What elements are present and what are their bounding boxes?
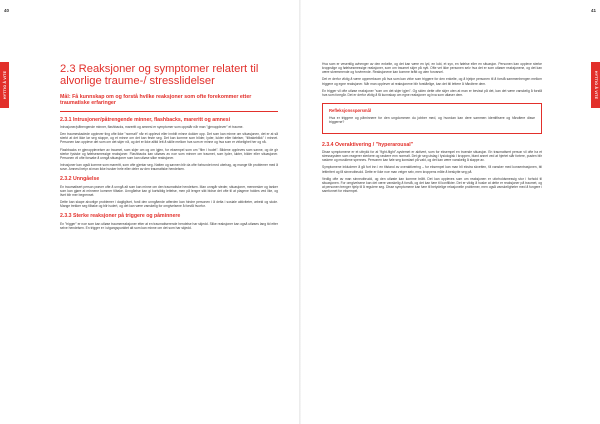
goal-statement: Mål: Få kunnskap om og forstå hvilke reaksjoner som ofte forekommer etter traumatiske erfaringer [60,93,252,107]
paragraph: En "trigger" er noe som kan utløse traumereaksjoner etter at en traumatiserende hendelse har skjedd. Slike reaksjoner kan også utløses lang tid etter selve hendelsen. En trigger er i utgangspunktet alt som kan minne om det som har skjedd. [60,221,278,230]
paragraph: Disse symptomene er et uttrykk for at "fight-flight"-systemet er aktivert, som for eksempel en truende situasjon. En traumatisert person vil ofte ha et stresssystem som reagerer sterkere og raskere enn normalt. Det gir seg utslag i fysiologisk i kroppen, blant annet ved at hjertet slår fortere, pusten blir raskere og musklene spennes. Personen kan føle seg konstant på vakt, og det kan være vanskelig å slappe av. [322,149,542,163]
paragraph: Intrusjoner/påtrengende minner, flashbacks, mareritt og amnesi er symptomer som oppstår når man "gjenopplever" et traume. [60,124,244,129]
paragraph: Vedlig ofte av man sinneutbrudd, og den utløste kan komme brått. Det kan oppleves som om reaksjonen er uforholdsmessig stor i forhold til situasjonen. For omgivelsene kan det være vanskelig å forstå, og det kan føre til konflikter. Det er viktig å huske at dette er reaksjoner på traumet, og at personen trenger hjelp til å regulere seg. Disse symptomene kan føre til betydelige relasjonelle problemer, men også vanskeligheter med å fungere i samfunnet for eksempel. [322,176,542,194]
chapter-title: 2.3 Reaksjoner og symptomer relatert til alvorlige traume-/ stresslidelser [60,64,259,87]
right-page-column [322,62,542,416]
paragraph: Det er derfor viktig å være oppmerksom på hva som kan virke som triggere for den enkelte, og å hjelpe personen til å forstå sammenhengen mellom triggere og egne reaksjoner. Når man opplever at reaksjonene blir forståelige, kan det bli lettere å håndtere dem. [322,77,542,86]
side-tab-right-label: HYTTIG Å VITE [593,70,598,100]
page-number-left: 40 [4,8,10,13]
paragraph: Hva som er vesentlig avhenger av den enkelte, og det kan være en lyd, en lukt, et syn, en følelse eller en situasjon. Personen kan oppleve sterke kroppslige og følelsesmessige reaksjoner, som om traumet skjer på nytt. Ofte vet ikke personen selv hva det er som utløser reaksjonene, og det kan være skremmende og forvirrende. Reaksjonene kan komme brått og uten forvarsel. [322,62,542,75]
paragraph: Dette kan skape alvorlige problemer i dagliglivet, fordi den unngående atferden kan hindre personen i å delta i sosiale aktiviteter, arbeid og skole. Mange trekker seg tilbake og blir isolert, og det kan være vanskelig for omgivelsene å forstå hvorfor. [60,200,278,209]
left-page-column [60,64,278,416]
goal-divider [60,111,278,112]
page-fold [299,0,301,424]
side-tab-right [591,62,600,108]
section-heading: 2.3.1 Intrusjoner/påtrengende minner, flashbacks, mareritt og amnesi [60,116,231,123]
side-tab-left-label: HYTTIG Å VITE [2,70,7,100]
section-heading: 2.3.2 Unngåelse [60,176,100,183]
section-heading: 2.3.4 Overaktivering / "hyperarousal" [322,141,414,148]
paragraph: Den traumeskadede opplever ting ofte ikke "normalt" når et opplevd eller innbilt minne dukker opp. Det som kan minne om situasjonen, det er at så sterkt at det ikke lar seg stoppe, og et minne om det kan feste seg. Det kan komme som bilder, lyder, lukter eller følelser, "tilbakeblikk" i minnet. Personen kan oppleve det som om det skjer nå, og det er ikke alltid lett å skille mellom hva som er minne og hva som er virkelighet her og nå. [60,132,278,145]
paragraph: En traumatisert person prøver ofte å unngå alt som kan minne om den traumatiske hendelsen. Man unngår steder, situasjoner, mennesker og tanker som kan gjøre at minnene kommer tilbake. Unngåelse kan gi kortsiktig lettelse, men på lengre sikt bidrar det ofte til at plagene holdes ved like, og livet blir mer begrenset. [60,184,278,197]
paragraph: Intrusjoner kan også komme som mareritt, som ofte gjentar seg. Natten og søvnen blir da ofte forbundet med ubehag, og mange får problemer med å sove. Amnesi betyr at man ikke husker hele eller deler av den traumatiske hendelsen. [60,163,278,172]
paragraph: Flashbacks er gjenopplevelser av traumet, som skjer om og om igjen, for eksempel som om "film i hodet". Bildene oppleves som sanne, og de gir sterke fysiske og følelsesmessige reaksjoner. Flashbacks kan utløses av noe som minner om traumet, som lyder, lukter, bilder eller situasjoner. Personen vil ofte forsøke å unngå situasjoner som kan utløse slike reaksjoner. [60,147,278,160]
paragraph: En trigger vil ofte utløse reaksjoner "som om det skjer igjen". Og siden dette ofte skjer uten at man er bevisst på det, kan det være vanskelig å forstå hva som foregår. Det er derfor viktig å få kunnskap om egne reaksjoner og hva som utløser dem. [322,88,542,97]
reflection-title: Refleksjonsspørsmål [329,108,372,114]
side-tab-left [0,62,9,108]
page-number-right: 41 [590,8,596,13]
reflection-box [322,103,542,134]
paragraph: Symptomene inkluderer å gå fort inn i en tilstand av overaktivering – for eksempel kan man bli ekstra skvetten, få vansker med konsentrasjonen, bli lettirritert og få sinneutbrudd. Dette er ikke noe man velger selv, men kroppens måte å beskytte seg på. [322,165,542,174]
section-heading: 2.3.3 Sterke reaksjoner på triggere og påminnere [60,213,181,220]
reflection-text: Hva er triggere og påminnere for den ungdommen du jobber med, og hvordan kan dere sammen identifisere og håndtere disse triggerne? [329,116,535,125]
